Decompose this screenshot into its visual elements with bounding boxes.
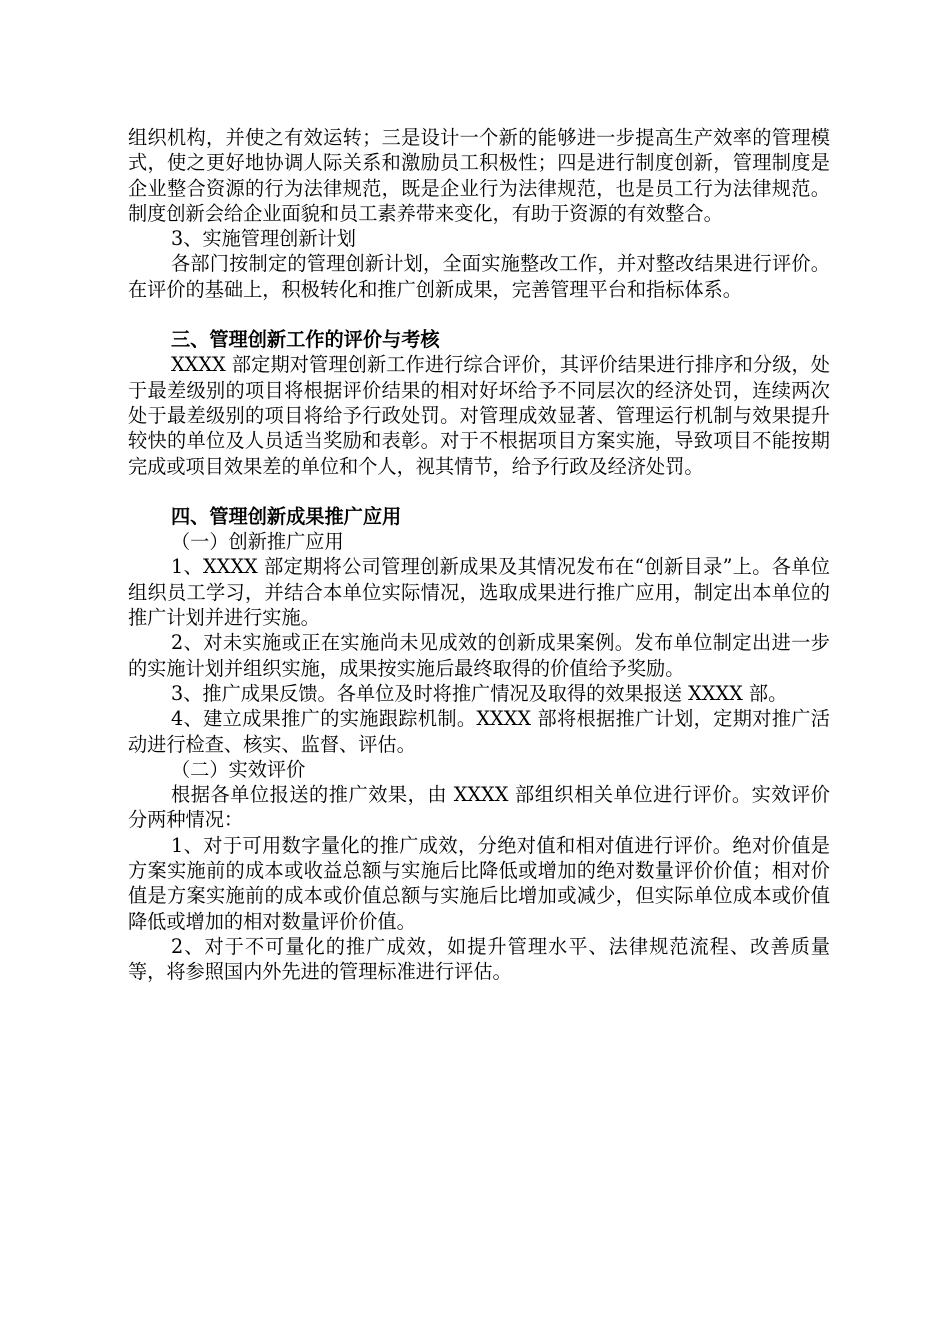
paragraph-org-structure: 组织机构，并使之有效运转；三是设计一个新的能够进一步提高生产效率的管理模式，使之更好地协调人际关系和激励员工积极性；四是进行制度创新，管理制度是企业整合资源的行为法律规范，既是企业行为法律规范，也是员工行为法律规范。制度创新会给企业面貌和员工素养带来变化，有助于资源的有效整合。: [128, 126, 830, 225]
subsection-promotion-application: （一）创新推广应用: [171, 530, 344, 554]
spacer: [128, 302, 830, 327]
paragraph-item-3: 3、推广成果反馈。各单位及时将推广情况及取得的效果报送 XXXX 部。: [171, 681, 788, 705]
paragraph-quantifiable: 1、对于可用数字量化的推广成效，分绝对值和相对值进行评价。绝对价值是方案实施前的成本或收益总额与实施后比降低或增加的绝对数量评价价值；相对价值是方案实施前的成本或价值总额与实施后比增加或减少，但实际单位成本或价值降低或增加的相对数量评价价值。: [128, 833, 830, 933]
paragraph-item-2: 2、对未实施或正在实施尚未见成效的创新成果案例。发布单位制定出进一步的实施计划并组织实施，成果按实施后最终取得的价值给予奖励。: [128, 631, 830, 680]
section-heading-promotion: 四、管理创新成果推广应用: [171, 504, 402, 528]
paragraph-non-quantifiable: 2、对于不可量化的推广成效，如提升管理水平、法律规范流程、改善质量等，将参照国内外先进的管理标准进行评估。: [128, 934, 830, 984]
paragraph-item-1: 1、XXXX 部定期将公司管理创新成果及其情况发布在“创新目录”上。各单位组织员工学习，并结合本单位实际情况，选取成果进行推广应用，制定出本单位的推广计划并进行实施。: [128, 555, 830, 630]
subsection-effect-evaluation: （二）实效评价: [171, 757, 306, 781]
section-heading-evaluation: 三、管理创新工作的评价与考核: [171, 328, 440, 352]
paragraph-evaluation: XXXX 部定期对管理创新工作进行综合评价，其评价结果进行排序和分级，处于最差级别的项目将根据评价结果的相对好坏给予不同层次的经济处罚，连续两次处于最差级别的项目将给予行政处罚。对管理成效显著、管理运行机制与效果提升较快的单位及人员适当奖励和表彰。对于不根据项目方案实施，导致项目不能按期完成或项目效果差的单位和个人，视其情节，给予行政及经济处罚。: [128, 353, 830, 478]
paragraph-item-4: 4、建立成果推广的实施跟踪机制。XXXX 部将根据推广计划，定期对推广活动进行检查、核实、监督、评估。: [128, 707, 830, 756]
document-page: [128, 125, 830, 985]
subheading-implement-plan: 3、实施管理创新计划: [171, 227, 356, 251]
paragraph-implement-plan: 各部门按制定的管理创新计划，全面实施整改工作，并对整改结果进行评价。在评价的基础上，积极转化和推广创新成果，完善管理平台和指标体系。: [128, 252, 830, 301]
paragraph-effect-intro: 根据各单位报送的推广效果，由 XXXX 部组织相关单位进行评价。实效评价分两种情况：: [128, 783, 830, 832]
spacer: [128, 479, 830, 504]
